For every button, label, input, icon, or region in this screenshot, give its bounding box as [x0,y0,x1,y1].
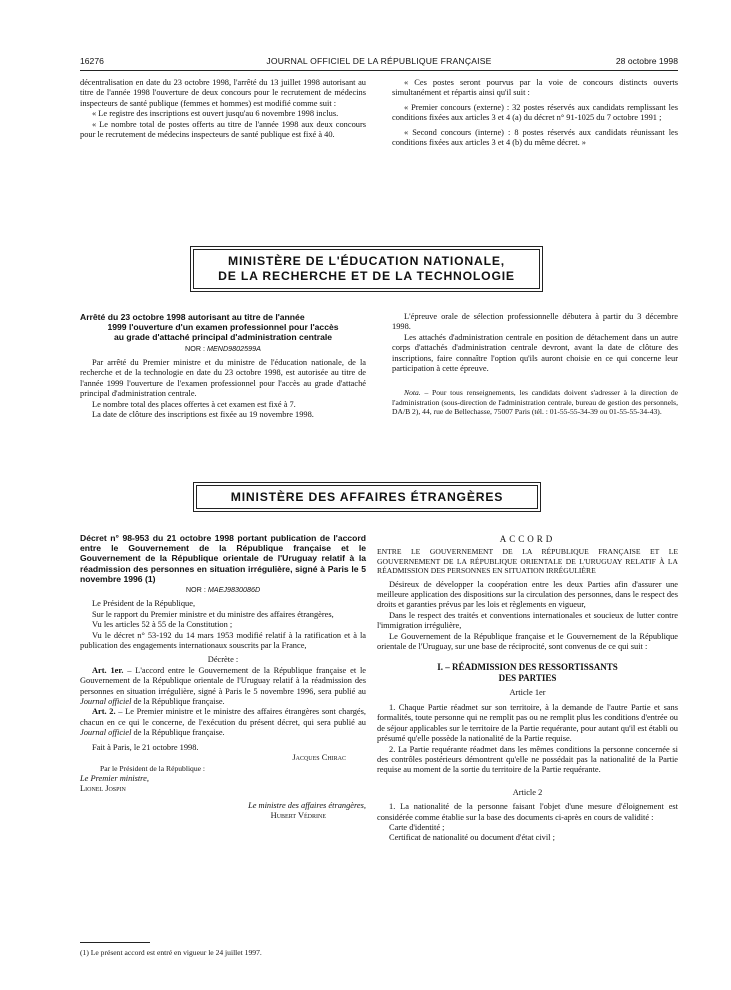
footnote: (1) Le présent accord est entré en vigueur le 24 juillet 1997. [80,948,262,957]
journal-ref: Journal officiel [80,728,132,738]
accord-column [377,534,678,844]
paragraph: 1. La nationalité de la personne faisant l'objet d'une mesure d'éloignement est considérée comme établie sur la base des documents ci-après en cours de validité : [377,802,678,822]
decret-left-column [80,533,366,822]
paragraph: La date de clôture des inscriptions est fixée au 19 novembre 1998. [92,410,314,420]
top-right-column [392,78,678,148]
paragraph: Sur le rapport du Premier ministre et du ministre des affaires étrangères, [92,609,334,619]
paragraph: Le nombre total des places offertes à cet examen est fixé à 7. [92,399,296,409]
paragraph: décentralisation en date du 23 octobre 1998, l'arrêté du 13 juillet 1998 autorisant au titre de l'année 1998 l'ouverture de deux concours pour le recrutement de médecins inspecteurs de santé publique (femmes et hommes) est modifié comme suit : [80,78,366,108]
article-text: de la République française. [131,697,225,707]
arrete-title [80,312,366,343]
footnote-rule [80,942,150,943]
paragraph: L'épreuve orale de sélection professionnelle débutera à partir du 3 décembre 1998. [392,312,678,332]
accord-subtitle: ENTRE LE GOUVERNEMENT DE LA RÉPUBLIQUE FRANÇAISE ET LE GOUVERNEMENT DE LA RÉPUBLIQUE ORIENTALE DE L'URUGUAY RELATIF À LA RÉADMISSION DES PERSONNES EN SITUATION IRRÉGULIÈRE [377,547,678,576]
issue-date: 28 octobre 1998 [615,56,678,66]
nor-reference [80,344,366,354]
section-title: I. – RÉADMISSION DES RESSORTISSANTS [437,662,618,673]
paragraph: Par arrêté du Premier ministre et du ministre de l'éducation nationale, de la recherche et de la technologie en date du 23 octobre 1998, est autorisée au titre de l'année 1999 l'ouverture de l'examen professionnel pour l'accès au grade d'attaché principal d'administration centrale. [80,358,366,399]
nota-text: – Pour tous renseignements, les candidats doivent s'adresser à la direction de l'administration (sous-direction de l'administration centrale, bureau de gestion des personnels, DA/B 2), 44, rue de Bellechasse, 75007 Paris (tél. : 01-55-55-34-39 ou 01-55-55-34-43). [392,388,678,417]
nor-code: MEND9802599A [207,343,261,353]
ministry-line: DE LA RECHERCHE ET DE LA TECHNOLOGIE [218,269,515,283]
paragraph: Carte d'identité ; [389,822,445,832]
nota-label: Nota. [404,388,421,398]
article-text: – Le Premier ministre et le ministre des affaires étrangères sont chargés, chacun en ce qui le concerne, de l'exécution du présent décret, qui sera publié au [80,707,366,727]
paragraph: « Ces postes seront pourvus par la voie de concours distincts ouverts simultanément et répartis ainsi qu'il suit : [392,78,678,98]
page-header [80,56,678,70]
header-rule [80,70,678,71]
fait-a-paris: Fait à Paris, le 21 octobre 1998. [92,742,199,752]
ministre-title: Le ministre des affaires étrangères, [248,800,366,810]
paragraph: « Le nombre total de postes offerts au titre de l'année 1998 aux deux concours pour le recrutement de médecins inspecteurs de santé publique est fixé à 40. [80,119,366,140]
article-heading: Article 1er [509,688,546,698]
paragraph: Certificat de nationalité ou document d'état civil ; [389,833,555,843]
signature-president: Jacques Chirac [292,753,346,763]
paragraph: « Second concours (interne) : 8 postes réservés aux candidats réunissant les conditions fixées aux articles 3 et 4 (b) du même décret. » [392,127,678,148]
premier-ministre-title: Le Premier ministre, [80,773,149,783]
decret-title: Décret n° 98-953 du 21 octobre 1998 portant publication de l'accord entre le Gouvernement de la République française et le Gouvernement de la République orientale de l'Uruguay relatif à la réadmission des personnes en situation irrégulière, signé à Paris le 5 novembre 1996 (1) [80,533,366,584]
decrete-label: Décrète : [207,655,239,665]
paragraph: Vu les articles 52 à 55 de la Constitution ; [92,620,233,630]
arrete-right-column [392,312,678,417]
title-line: Arrêté du 23 octobre 1998 autorisant au titre de l'année [80,312,305,322]
title-line: au grade d'attaché principal d'administration centrale [113,332,333,343]
paragraph: Désireux de développer la coopération entre les deux Parties afin d'assurer une meilleure application des dispositions sur la circulation des personnes, dans le respect des droits et garanties prévus par les lois et règlements en vigueur, [377,579,678,610]
title-line: 1999 l'ouverture d'un examen professionnel pour l'accès [107,322,339,333]
article-heading: Article 2 [512,787,543,797]
paragraph: « Premier concours (externe) : 32 postes réservés aux candidats remplissant les conditions fixées aux articles 3 et 4 (a) du décret n° 91-1025 du 7 octobre 1991 ; [392,102,678,123]
article-2 [80,707,366,738]
signature-ministre: Hubert Védrine [270,811,326,821]
nor-code: MAEJ9830086D [207,585,261,595]
arrete-left-column [80,312,366,420]
journal-title: JOURNAL OFFICIEL DE LA RÉPUBLIQUE FRANÇAISE [266,56,492,66]
paragraph: Les attachés d'administration centrale en position de détachement dans un autre corps d'attachés d'administration centrale devront, avant la date de clôture des inscriptions, faire connaître l'option qu'ils auront choisie en ce qui concerne leur participation à cette épreuve. [392,332,678,374]
section-title: DES PARTIES [498,673,557,684]
paragraph: Vu le décret n° 53-192 du 14 mars 1953 modifié relatif à la ratification et à la publication des engagements internationaux souscrits par la France, [80,630,366,651]
nor-reference [80,585,366,595]
article-text: – L'accord entre le Gouvernement de la République française et le Gouvernement de la République orientale de l'Uruguay relatif à la réadmission des personnes en situation irrégulière, signé à Paris le 5 novembre 1996, sera publié au [80,665,367,696]
article-label: Art. 2. [92,707,116,717]
ministry-line: MINISTÈRE DES AFFAIRES ÉTRANGÈRES [230,489,504,504]
top-left-column [80,78,366,140]
signature-premier-ministre: Lionel Jospin [80,784,126,794]
paragraph: Le Président de la République, [92,599,196,609]
article-label: Art. 1er. [92,665,124,675]
paragraph: Dans le respect des traités et conventions internationales et soucieux de lutter contre l'immigration irrégulière, [377,610,678,631]
ministry-heading-education [193,249,540,289]
accord-title: ACCORD [499,534,556,544]
paragraph: « Le registre des inscriptions est ouvert jusqu'au 6 novembre 1998 inclus. [92,109,339,119]
article-text: de la République française. [131,728,225,738]
page-number: 16276 [80,56,104,66]
ministry-line: MINISTÈRE DE L'ÉDUCATION NATIONALE, [228,254,505,268]
nor-prefix: NOR : [185,343,207,353]
ministry-heading-foreign-affairs [196,485,538,509]
paragraph: 1. Chaque Partie réadmet sur son territoire, à la demande de l'autre Partie et sans formalités, toute personne qui ne remplit pas ou ne remplit plus les conditions d'entrée ou de séjour applicables sur le territoire de la Partie requérante, pour autant qu'il est établi ou présumé qu'elle possède la nationalité de la Partie requise. [377,702,678,744]
paragraph: Le Gouvernement de la République française et le Gouvernement de la République orientale de l'Uruguay, sur une base de réciprocité, sont convenus de ce qui suit : [377,631,678,652]
nor-prefix: NOR : [185,585,208,595]
article-1 [80,666,366,708]
nota-note [392,388,678,416]
paragraph: 2. La Partie requérante réadmet dans les mêmes conditions la personne concernée si des contrôles postérieurs démontrent qu'elle ne possédait pas la nationalité de la Partie requise au moment de la sortie du territoire de la Partie requérante. [377,744,678,775]
journal-ref: Journal officiel [80,697,132,707]
par-le-president: Par le Président de la République : [100,763,206,773]
